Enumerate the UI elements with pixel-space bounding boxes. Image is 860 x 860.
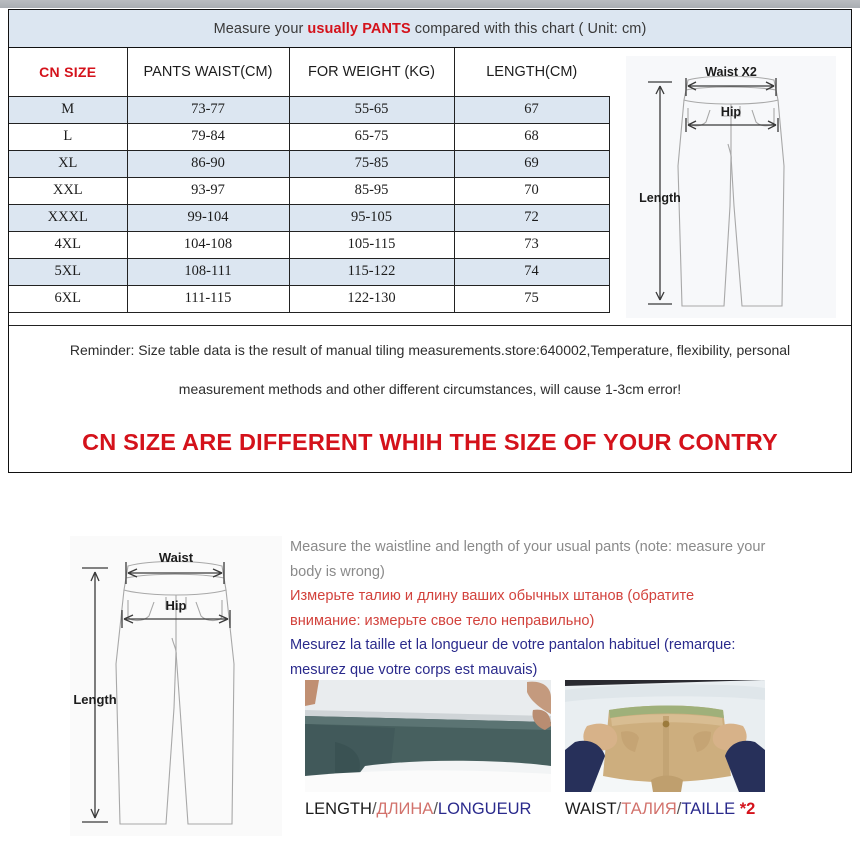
caption-en: LENGTH <box>305 800 372 818</box>
cell-waist: 111-115 <box>127 285 289 312</box>
length-caption <box>305 800 551 819</box>
cell-length: 70 <box>454 177 609 204</box>
caption-fr: TAILLE <box>681 800 736 818</box>
caption-ru: ТАЛИЯ <box>621 800 677 818</box>
header-cn-size: CN SIZE <box>9 48 127 96</box>
table-row <box>9 150 609 177</box>
cn-size-warning-banner <box>9 413 851 472</box>
length-measurement-photo <box>305 680 551 792</box>
caption-en: WAIST <box>565 800 617 818</box>
cell-length: 72 <box>454 204 609 231</box>
cell-waist: 93-97 <box>127 177 289 204</box>
instruction-fr-line-1: Mesurez la taille et la longueur de votre pantalon habituel (remarque: <box>290 637 736 654</box>
chart-title-bar <box>9 10 851 48</box>
waist-example-block <box>565 680 765 819</box>
reminder-line-1: Reminder: Size table data is the result of manual tiling measurements.store:640002,Temperature, flexibility, personal <box>69 341 791 358</box>
table-row <box>9 204 609 231</box>
diagram-label-hip: Hip <box>720 104 741 119</box>
cell-size: M <box>9 96 127 123</box>
instruction-en-line-1: Measure the waistline and length of your usual pants (note: measure your <box>290 539 766 555</box>
header-for-weight: FOR WEIGHT (KG) <box>289 48 454 96</box>
lower-section <box>0 528 860 860</box>
cell-weight: 55-65 <box>289 96 454 123</box>
table-row <box>9 123 609 150</box>
instruction-fr-line-2: mesurez que votre corps est mauvais) <box>290 662 538 679</box>
pants-diagram-cell <box>610 48 851 325</box>
instruction-ru-line-2: внимание: измерьте свое тело неправильно) <box>290 612 595 629</box>
pants-measurement-diagram-icon <box>70 536 282 836</box>
diagram-label-waist: Waist <box>158 550 194 565</box>
cell-size: XL <box>9 150 127 177</box>
caption-sep-1: / <box>371 800 377 818</box>
cell-length: 73 <box>454 231 609 258</box>
table-row <box>9 231 609 258</box>
table-row <box>9 258 609 285</box>
waist-caption <box>565 800 765 819</box>
header-length: LENGTH(CM) <box>454 48 609 96</box>
lower-pants-diagram-panel <box>70 536 282 836</box>
table-header-row <box>9 48 609 96</box>
cn-size-warning-text: CN SIZE ARE DIFFERENT WHIH THE SIZE OF YOUR CONTRY <box>82 429 778 455</box>
chart-body <box>9 48 851 472</box>
cell-length: 68 <box>454 123 609 150</box>
instruction-ru-line-1: Измерьте талию и длину ваших обычных штанов (обратите <box>290 588 695 605</box>
cell-waist: 99-104 <box>127 204 289 231</box>
pants-measurement-diagram-icon <box>626 56 836 318</box>
table-row <box>9 96 609 123</box>
size-table <box>9 48 610 313</box>
caption-fr: LONGUEUR <box>437 800 532 818</box>
photo-examples <box>300 680 860 850</box>
diagram-label-hip: Hip <box>165 598 187 613</box>
cell-length: 67 <box>454 96 609 123</box>
diagram-label-length: Length <box>638 190 681 205</box>
top-gray-strip <box>0 0 860 8</box>
header-pants-waist: PANTS WAIST(CM) <box>127 48 289 96</box>
diagram-label-length: Length <box>73 692 117 707</box>
cell-waist: 73-77 <box>127 96 289 123</box>
caption-sep-2: / <box>676 800 682 818</box>
caption-sep-1: / <box>616 800 622 818</box>
size-chart-box <box>8 9 852 473</box>
waist-measurement-photo <box>565 680 765 792</box>
cell-length: 74 <box>454 258 609 285</box>
cell-waist: 104-108 <box>127 231 289 258</box>
cell-weight: 85-95 <box>289 177 454 204</box>
diagram-label-waist: Waist X2 <box>704 64 757 79</box>
length-example-block <box>305 680 551 819</box>
chart-title-suffix: compared with this chart ( Unit: cm) <box>414 20 647 37</box>
cell-weight: 65-75 <box>289 123 454 150</box>
table-row <box>9 285 609 312</box>
cell-size: XXL <box>9 177 127 204</box>
table-row <box>9 177 609 204</box>
reminder-line-2: measurement methods and other different circumstances, will cause 1-3cm error! <box>178 380 682 397</box>
cell-length: 69 <box>454 150 609 177</box>
instruction-text-block <box>290 536 850 684</box>
cell-weight: 105-115 <box>289 231 454 258</box>
cell-size: 4XL <box>9 231 127 258</box>
cell-length: 75 <box>454 285 609 312</box>
cell-size: 5XL <box>9 258 127 285</box>
cell-waist: 86-90 <box>127 150 289 177</box>
chart-title-highlight: usually PANTS <box>307 20 411 37</box>
cell-weight: 75-85 <box>289 150 454 177</box>
pants-diagram-panel <box>626 56 836 318</box>
cell-size: L <box>9 123 127 150</box>
cell-size: 6XL <box>9 285 127 312</box>
chart-title-prefix: Measure your <box>213 20 304 37</box>
caption-sep-2: / <box>433 800 438 818</box>
cell-waist: 79-84 <box>127 123 289 150</box>
cell-weight: 95-105 <box>289 204 454 231</box>
cell-weight: 115-122 <box>289 258 454 285</box>
instruction-en-line-2: body is wrong) <box>290 563 385 580</box>
caption-ru: ДЛИНА <box>376 800 434 818</box>
cell-size: XXXL <box>9 204 127 231</box>
cell-waist: 108-111 <box>127 258 289 285</box>
cell-weight: 122-130 <box>289 285 454 312</box>
reminder-block <box>9 325 851 413</box>
caption-star: *2 <box>735 800 756 818</box>
